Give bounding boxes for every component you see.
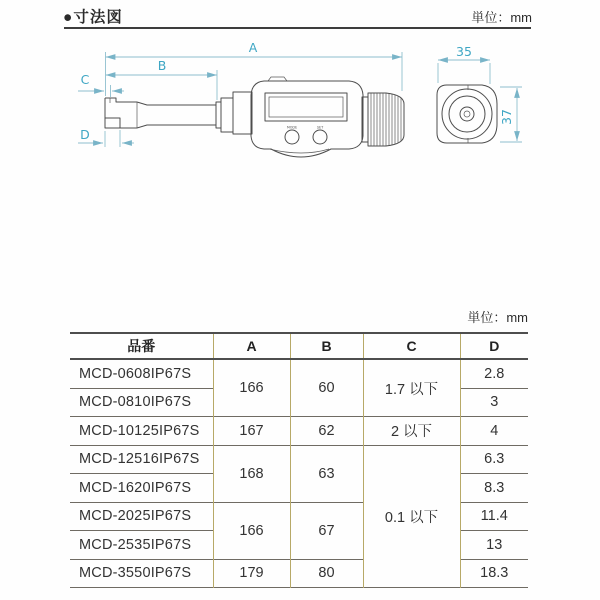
set-button: [313, 130, 327, 144]
unit-label-table: 単位：mm: [467, 310, 528, 325]
dim-b-cell: 80: [290, 559, 363, 588]
dim-d: [78, 127, 134, 147]
dim-a-cell: 166: [213, 359, 290, 417]
dim-b-label: B: [157, 58, 167, 73]
table-row: [70, 502, 528, 531]
dim-b: [106, 58, 218, 100]
dim-a-label: A: [248, 40, 258, 55]
spec-table-wrap: [70, 332, 528, 588]
header-row: [70, 333, 528, 359]
instrument-body: [251, 77, 363, 157]
col-header-b: B: [290, 333, 363, 359]
dim-d-cell: 6.3: [460, 445, 528, 474]
dim-width-label: 35: [456, 44, 472, 59]
main-view: [78, 40, 404, 157]
end-view-body: [437, 85, 497, 143]
dim-height-label: 37: [499, 109, 514, 125]
dim-d-cell: 2.8: [460, 359, 528, 388]
part-number-cell: MCD-0810IP67S: [70, 388, 213, 417]
table-row: [70, 445, 528, 474]
spec-table: [70, 332, 528, 588]
dim-c-cell: 1.7 以下: [363, 359, 460, 417]
measuring-head: [105, 98, 137, 128]
dim-d-cell: 13: [460, 531, 528, 560]
col-header-d: D: [460, 333, 528, 359]
table-row: [70, 559, 528, 588]
unit-label-top: 単位：mm: [471, 10, 532, 25]
dim-c-cell: 0.1 以下: [363, 445, 460, 588]
dim-b-cell: 62: [290, 417, 363, 446]
dim-d-label: D: [80, 127, 90, 142]
dim-a: [106, 40, 403, 96]
part-number-cell: MCD-12516IP67S: [70, 445, 213, 474]
col-header-a: A: [213, 333, 290, 359]
dim-width-35: [438, 44, 490, 84]
mode-button: [285, 130, 299, 144]
dim-a-cell: 167: [213, 417, 290, 446]
dim-height-37: [499, 87, 522, 142]
section-title: ●寸法図: [63, 9, 123, 26]
dim-b-cell: 60: [290, 359, 363, 417]
dim-a-cell: 168: [213, 445, 290, 502]
dim-a-cell: 179: [213, 559, 290, 588]
dim-d-cell: 8.3: [460, 474, 528, 503]
ratchet-knob: [362, 92, 404, 147]
col-header-c: C: [363, 333, 460, 359]
table-row: [70, 417, 528, 446]
part-number-cell: MCD-1620IP67S: [70, 474, 213, 503]
dimension-diagram: [0, 0, 600, 260]
part-number-cell: MCD-0608IP67S: [70, 359, 213, 388]
dim-d-cell: 18.3: [460, 559, 528, 588]
dim-d-cell: 3: [460, 388, 528, 417]
col-header-part: 品番: [70, 333, 213, 359]
set-button-label: SET: [316, 125, 324, 130]
dim-d-cell: 11.4: [460, 502, 528, 531]
dim-a-cell: 166: [213, 502, 290, 559]
dim-c-label: C: [80, 72, 90, 87]
table-row: [70, 359, 528, 388]
dim-b-cell: 63: [290, 445, 363, 502]
shaft: [137, 92, 252, 134]
dim-c-cell: 2 以下: [363, 417, 460, 446]
dim-b-cell: 67: [290, 502, 363, 559]
dim-d-cell: 4: [460, 417, 528, 446]
part-number-cell: MCD-2025IP67S: [70, 502, 213, 531]
side-view: [437, 44, 522, 143]
part-number-cell: MCD-10125IP67S: [70, 417, 213, 446]
part-number-cell: MCD-2535IP67S: [70, 531, 213, 560]
mode-button-label: MODE: [286, 125, 298, 130]
dim-c: [78, 72, 124, 97]
part-number-cell: MCD-3550IP67S: [70, 559, 213, 588]
